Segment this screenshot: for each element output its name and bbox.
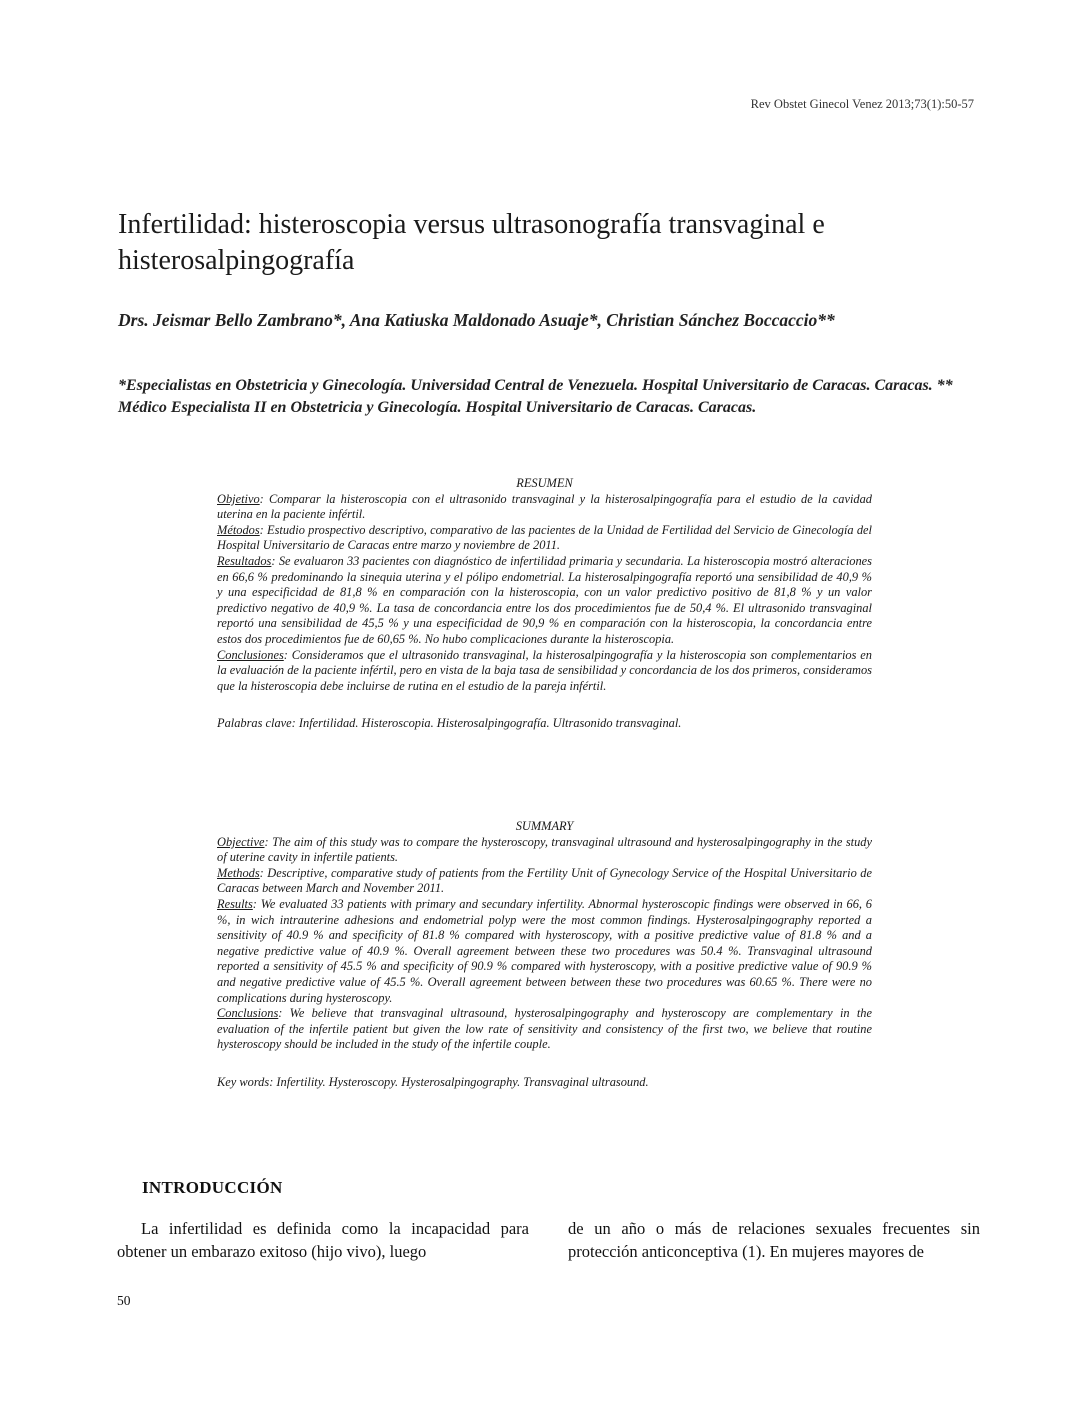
affiliation: *Especialistas en Obstetricia y Ginecología. Universidad Central de Venezuela. Hospital Universitario de Caracas. Caracas. ** Médico Especialista II en Obstetricia y Ginecología. Hospital Universitario de Caracas. Caracas. <box>118 377 953 416</box>
resumen-conclusiones <box>217 648 872 695</box>
resumen-objetivo-text: : Comparar la histeroscopia con el ultrasonido transvaginal y la histerosalpingografía para el estudio de la cavidad uterina en la paciente infértil. <box>217 491 872 522</box>
resumen-resultados-label: Resultados <box>217 553 272 568</box>
summary-methods-label: Methods <box>217 865 260 880</box>
resumen-keywords: Palabras clave: Infertilidad. Histeroscopia. Histerosalpingografía. Ultrasonido transvaginal. <box>217 716 682 731</box>
resumen-metodos <box>217 523 872 554</box>
resumen-resultados <box>217 554 872 648</box>
summary-conclusions-label: Conclusions <box>217 1006 279 1021</box>
resumen-conclusiones-text: : Consideramos que el ultrasonido transvaginal, la histerosalpingografía y la histeroscopia son complementarios en la evaluación de la paciente infértil, pero en vista de la baja tasa de sensibilidad y concordancia de los dos primeros, consideramos que la histeroscopia debe incluirse de rutina en el estudio de la pareja infértil. <box>217 647 872 693</box>
resumen-objetivo-label: Objetivo <box>217 491 260 506</box>
summary-results-text: : We evaluated 33 patients with primary and secundary infertility. Abnormal hysteroscopic findings were observed in 66, 6 %, in wich intrauterine adhesions and endometrial polyp were the most common findings. Hysterosalpingography reported a sensitivity of 40.9 % and specificity of 81.8 % compared with hysteroscopy, with a positive predictive value of 81.8 % and a negative predictive value of 40.9 %. Overall agreement between these two procedures was 50.4 %. Transvaginal ultrasound reported a sensitivity of 45.5 % and specificity of 90.9 % compared with hysteroscopy, with a positive predictive value of 90.9 % and negative predictive value of 45.5 %. Overall agreement between between these two procedures was 60.65 %. There were no complications during hysteroscopy. <box>217 896 872 1005</box>
summary-keywords: Key words: Infertility. Hysteroscopy. Hysterosalpingography. Transvaginal ultrasound. <box>217 1074 649 1089</box>
page-number: 50 <box>117 1293 131 1308</box>
summary-heading: SUMMARY <box>515 819 574 833</box>
journal-reference: Rev Obstet Ginecol Venez 2013;73(1):50-57 <box>750 97 974 111</box>
introduction-heading: INTRODUCCIÓN <box>142 1178 283 1197</box>
authors: Drs. Jeismar Bello Zambrano*, Ana Katiuska Maldonado Asuaje*, Christian Sánchez Boccaccio** <box>118 310 835 330</box>
summary-objective-label: Objective <box>217 834 265 849</box>
resumen-metodos-text: : Estudio prospectivo descriptivo, comparativo de las pacientes de la Unidad de Fertilidad del Servicio de Ginecología del Hospital Universitario de Caracas entre marzo y noviembre de 2011. <box>217 522 872 553</box>
resumen-resultados-text: : Se evaluaron 33 pacientes con diagnóstico de infertilidad primaria y secundaria. La histeroscopia mostró alteraciones en 66,6 % predominando la sinequia uterina y el pólipo endometrial. La histerosalpingografía reportó una sensibilidad de 40,9 % y una especificidad de 81,8 % en comparación con la histeroscopia, con un valor predictivo positivo de 81,8 % y un valor predictivo negativo de 40,9 %. La tasa de concordancia entre los dos procedimientos fue de 50,4 %. El ultrasonido transvaginal reportó una sensibilidad de 45,5 % y una especificidad de 90,9 % en comparación con la histeroscopia, la concordancia entre estos dos procedimientos fue de 60,65 %. No hubo complicaciones durante la histeroscopia. <box>217 553 872 646</box>
resumen-metodos-label: Métodos <box>217 522 260 537</box>
summary-methods <box>217 866 872 897</box>
summary-results <box>217 897 872 1006</box>
resumen-objetivo <box>217 492 872 523</box>
resumen-abstract <box>217 476 872 732</box>
resumen-conclusiones-label: Conclusiones <box>217 647 284 662</box>
summary-abstract <box>217 819 872 1091</box>
article-title: Infertilidad: histeroscopia versus ultrasonografía transvaginal e histerosalpingografía <box>118 209 825 276</box>
body-column-left: La infertilidad es definida como la incapacidad para obtener un embarazo exitoso (hijo vivo), luego <box>117 1219 529 1261</box>
body-column-right: de un año o más de relaciones sexuales frecuentes sin protección anticonceptiva (1). En mujeres mayores de <box>568 1219 980 1261</box>
resumen-heading: RESUMEN <box>516 476 573 490</box>
summary-results-label: Results <box>217 896 253 911</box>
summary-conclusions <box>217 1006 872 1053</box>
summary-methods-text: : Descriptive, comparative study of patients from the Fertility Unit of Gynecology Service of the Hospital Universitario de Caracas between March and November 2011. <box>217 865 872 896</box>
summary-objective-text: : The aim of this study was to compare the hysteroscopy, transvaginal ultrasound and hysterosalpingography in the study of uterine cavity in infertile patients. <box>217 834 872 865</box>
summary-objective <box>217 835 872 866</box>
summary-conclusions-text: : We believe that transvaginal ultrasound, hysterosalpingography and hysteroscopy are complementary in the evaluation of the infertile patient but given the low rate of sensitivity and consistency of the first two, we believe that routine hysteroscopy should be included in the study of the infertile couple. <box>217 1006 872 1052</box>
